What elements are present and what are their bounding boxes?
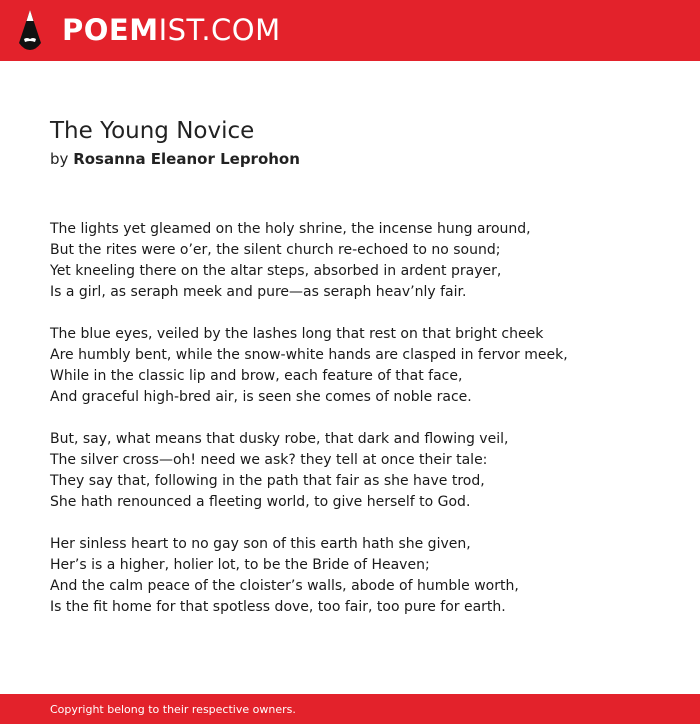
poem-line: And the calm peace of the cloister’s walls, abode of humble worth, [50, 578, 519, 594]
by-label: by [50, 150, 69, 168]
poem-line: The blue eyes, veiled by the lashes long that rest on that bright cheek [50, 326, 544, 342]
logo-text-bold: POEM [62, 13, 159, 47]
copyright-notice: Copyright belong to their respective owners. [50, 703, 296, 716]
poem-title: The Young Novice [50, 118, 255, 144]
poem-line: Her sinless heart to no gay son of this earth hath she given, [50, 536, 471, 552]
poem-line: Yet kneeling there on the altar steps, absorbed in ardent prayer, [50, 263, 502, 279]
poem-line: But the rites were o’er, the silent church re-echoed to no sound; [50, 242, 501, 258]
poem-line: While in the classic lip and brow, each feature of that face, [50, 368, 463, 384]
poem-line: The silver cross—oh! need we ask? they tell at once their tale: [50, 452, 488, 468]
poem-line: She hath renounced a fleeting world, to give herself to God. [50, 494, 471, 510]
stanza-4 [50, 534, 568, 618]
poem-byline [50, 149, 300, 169]
poem-line: But, say, what means that dusky robe, that dark and flowing veil, [50, 431, 509, 447]
stanza-1 [50, 219, 568, 303]
poem-line: Is a girl, as seraph meek and pure—as seraph heav’nly fair. [50, 284, 467, 300]
poem-line: Is the fit home for that spotless dove, too fair, too pure for earth. [50, 599, 506, 615]
site-header [0, 0, 700, 61]
site-footer [0, 694, 700, 724]
site-logo[interactable] [62, 13, 281, 47]
poem-line: The lights yet gleamed on the holy shrine, the incense hung around, [50, 221, 531, 237]
poem-line: They say that, following in the path that fair as she have trod, [50, 473, 485, 489]
logo-text-light: IST.COM [158, 13, 281, 47]
poem-line: And graceful high-bred air, is seen she comes of noble race. [50, 389, 472, 405]
poem-line: Her’s is a higher, holier lot, to be the Bride of Heaven; [50, 557, 430, 573]
stanza-2 [50, 324, 568, 408]
poem-line: Are humbly bent, while the snow-white hands are clasped in fervor meek, [50, 347, 568, 363]
poem-body [50, 219, 568, 639]
author-name: Rosanna Eleanor Leprohon [73, 150, 300, 168]
pencil-tip-icon[interactable] [17, 9, 43, 51]
stanza-3 [50, 429, 568, 513]
